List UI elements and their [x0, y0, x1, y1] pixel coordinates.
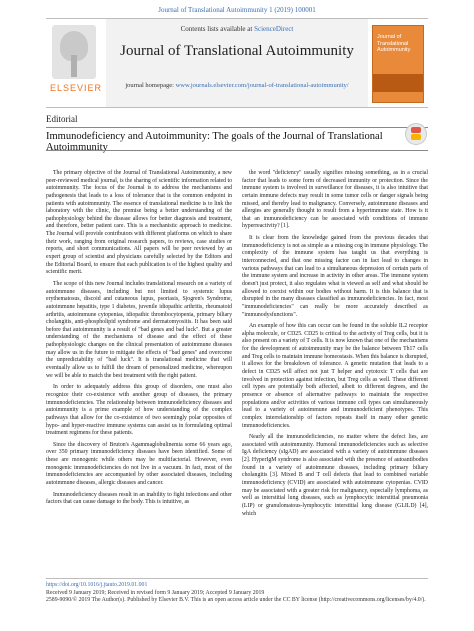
article-footer: [46, 582, 428, 605]
contents-prefix: Contents lists available at: [180, 25, 255, 33]
crossmark-icon[interactable]: [405, 123, 427, 145]
cover-title: Journal of Translational Autoimmunity: [377, 34, 411, 54]
journal-masthead: [46, 18, 428, 108]
body-paragraph: the word "deficiency" usually signifies missing something, as in a crucial factor that leads to some form of decreased immunity or protection. Since the immune system is involved in surveillance for diseases, it is also intuitive that certain immune defects may result in some tumor cells or danger signals being missed, and thereby lead to malignancy. Conversely, autoimmune diseases and allergies are generally thought to result from a hyperimmune state. How is it that an immunodeficiency can be associated with conditions of immune hyperreactivity? [1].: [242, 170, 428, 230]
masthead-center-panel: [106, 19, 368, 107]
body-paragraph: It is clear from the knowledge gained from the previous decades that immunodeficiency is not as simple as a missing cog in immune physiology. The complexity of the immune system has taught us that everything is interconnected, and that one missing factor can in fact lead to changes in various pathways that can lead to a simultaneous depression of certain parts of the immune system and increase in activity in other areas. The immune system doesn't just protect, it also regulates what is viewed as self and what should be allowed to coexist within our bodies without harm. It is this balance that is disrupted in the many diseases classified as immunodeficiencies. In fact, most "immunodeficiencies" can really be more accurately described as "immunodysfunctions".: [242, 235, 428, 318]
journal-homepage-link[interactable]: www.journals.elsevier.com/journal-of-translational-autoimmunity/: [175, 82, 349, 89]
body-paragraph: The primary objective of the Journal of Translational Autoimmunity, a new peer-reviewed medical journal, is the sharing of scientific information related to autoimmunity. The focus of the Journal is to address the mechanisms and pathogenesis that leads to a loss of tolerance that is the common endpoint in patients with autoimmunity. The essence of translational medicine is to link the laboratory with the clinic, the premise being a better understanding of the pathophysiology behind the disease allows for better diagnosis and treatment, and therefore, better patient care. This is a mechanistic approach to medicine. The Journal will provide contributors with different platforms on which to share their work, ranging from original research papers, to reviews, case studies or reports, and short communications. All papers will be peer reviewed by an expert group of scientist and physicians carefully selected by the Editors and the Editorial Board, to ensure that each publication is of the highest quality and scientific merit.: [46, 170, 232, 276]
copyright-notice: 2589-9090/© 2019 The Author(s). Published by Elsevier B.V. This is an open access article under the CC BY license (http://creativecommons.org/licenses/by/4.0/).: [46, 597, 426, 604]
elsevier-logo: [50, 25, 103, 103]
body-paragraph: Nearly all the immunodeficiencies, no matter where the defect lies, are associated with autoimmunity. Humoral immunodeficiencies such as selective IgA deficiency (sIgAD) are associated with a variety of autoimmune diseases [2]. HyperIgM syndrome is also associated with the presence of autoantibodies found in a variety of autoimmune diseases, including primary biliary cholangitis [3]. Mixed B and T cell defects that lead to combined variable immunodeficiency (CVID) are associated with autoimmune cytopenias. CVID may be associated with a greater risk for malignancy, especially lymphoma, as well as interstitial lung diseases, such as lymphocytic interstitial pneumonia (LIP) or granulomatous-lymphocytic interstitial lung disease (GLILD) [4], which: [242, 434, 428, 517]
article-type: Editorial: [46, 114, 78, 124]
sciencedirect-link[interactable]: ScienceDirect: [254, 25, 294, 33]
body-paragraph: An example of how this can occur can be found in the soluble IL2 receptor alpha molecule, or CD25. CD25 is critical to the activity of Treg cells, but it is also present on a variety of T cells. It is now known that one of the mechanisms for the development of autoimmunity may be the balance between Th17 cells and Treg cells to maintain immune homeostasis. When this balance is disrupted, it allows for the breakdown of tolerance. A genetic mutation that leads to a defect in CD25 will affect not just T helper and cytotoxic T cells that are involved in protection against infection, but Treg cells as well. These different cell types are potentially both affected, albeit to different degrees, and the presence or absence of alternative pathways to maintain the respective populations and/or activities of various immune cell types can simultaneously lead to a variety of autoimmune and immunodeficient phenotypes. This complex interrelationship of factors repeats itself in many other genetic immunodeficiencies.: [242, 323, 428, 429]
body-paragraph: The scope of this new Journal includes translational research on a variety of autoimmune diseases, including but not limited to systemic lupus erythematosus, discoid and cutaneous lupus, psoriasis, Sjogren's Syndrome, autoimmune hepatitis, type 1 diabetes, juvenile idiopathic arthritis, rheumatoid arthritis, autoimmune cytopenias, idiopathic thrombocytopenia, primary biliary cholangitis, anti-phospholipid syndrome and dermatomyositis. It has been said before that autoimmunity is a result of "bad genes and bad luck". But a greater understanding of the mechanisms of disease and the effect of these pathophysiologic changes on the clinical presentation of autoimmune diseases may allow us in the future to mitigate the effects of "bad genes" and overcome the unpredictability of "bad luck". It is translational medicine that will eventually allow us to fulfill the dream of personalized medicine, whereupon we will be able to match the best treatment with the right patient.: [46, 280, 232, 379]
elsevier-tree-icon: [52, 25, 96, 79]
journal-cover-image: [372, 25, 424, 103]
journal-citation-link[interactable]: Journal of Translational Autoimmunity 1 (2019) 100001: [158, 6, 316, 14]
title-rule-bottom: [46, 150, 428, 151]
footer-rule: [46, 578, 428, 579]
homepage-line: [106, 82, 368, 89]
body-column-left: [46, 170, 232, 507]
contents-line: [106, 25, 368, 33]
journal-name: Journal of Translational Autoimmunity: [120, 43, 354, 59]
body-paragraph: Immunodeficiency diseases result in an inability to fight infections and other factors that can cause damage to the body. This is intuitive, as: [46, 491, 232, 506]
homepage-prefix: journal homepage:: [125, 82, 176, 89]
body-paragraph: Since the discovery of Bruton's Agammaglobulinemia some 66 years ago, over 350 primary immunodeficiency diseases have been identified. Some of these are monogenic while others may be multifactorial. However, even monogenic immunodeficiencies do not live in a vacuum. In fact, most of the immunodeficiencies are accompanied by other associated diseases, including autoimmune diseases, allergic diseases and cancer.: [46, 441, 232, 486]
publisher-name: ELSEVIER: [50, 83, 103, 93]
body-paragraph: In order to adequately address this group of disorders, one must also recognize their co-existence with another group of diseases, the primary immunodeficiencies. The relationship between immunodeficiency diseases and autoimmunity is a prime example of how understanding of the complex pathways that allow for the co-existence of two seemingly polar opposites of hypo- and hyper-reactive immune systems can assist us in formulating optimal treatment regimens for these patients.: [46, 384, 232, 437]
doi-link[interactable]: https://doi.org/10.1016/j.jtauto.2019.01.001: [46, 582, 148, 588]
received-dates: Received 9 January 2019; Received in revised form 9 January 2019; Accepted 9 January 2019: [46, 589, 265, 596]
article-title: Immunodeficiency and Autoimmunity: The goals of the Journal of Translational Autoimmunity: [46, 131, 383, 153]
cover-band: [373, 74, 423, 92]
title-rule-top: [46, 127, 428, 128]
body-column-right: [242, 170, 428, 518]
